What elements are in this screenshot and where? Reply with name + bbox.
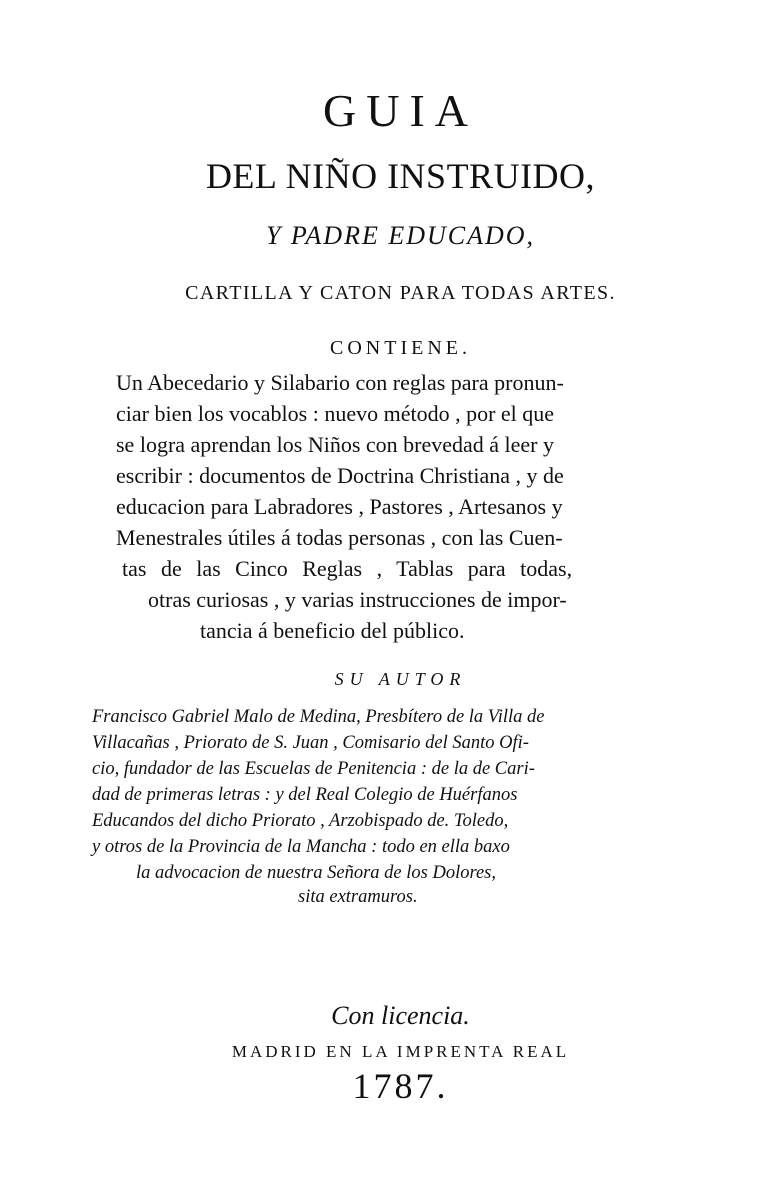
- author-line: cio, fundador de las Escuelas de Penitencia : de la de Cari-: [92, 759, 535, 779]
- contents-line: otras curiosas , y varias instrucciones de impor-: [148, 587, 567, 612]
- subtitle-line-2: Y PADRE EDUCADO,: [265, 221, 536, 250]
- printer-line: MADRID EN LA IMPRENTA REAL: [231, 1042, 570, 1061]
- contents-line: escribir : documentos de Doctrina Christiana , y de: [116, 463, 564, 488]
- contents-heading: CONTIENE.: [330, 337, 471, 359]
- contents-line: se logra aprendan los Niños con brevedad á leer y: [116, 432, 555, 457]
- author-line: dad de primeras letras : y del Real Colegio de Huérfanos: [92, 785, 518, 805]
- main-title: GUIA: [323, 85, 478, 136]
- contents-line: Un Abecedario y Silabario con reglas para pronun-: [116, 370, 564, 395]
- author-line: Educandos del dicho Priorato , Arzobispado de. Toledo,: [92, 811, 509, 831]
- contents-line: Menestrales útiles á todas personas , con las Cuen-: [116, 525, 563, 550]
- author-line: la advocacion de nuestra Señora de los Dolores,: [136, 863, 497, 883]
- author-line: Villacañas , Priorato de S. Juan , Comisario del Santo Ofi-: [92, 733, 529, 753]
- author-line: y otros de la Provincia de la Mancha : todo en ella baxo: [92, 837, 510, 857]
- subtitle-line-1: DEL NIÑO INSTRUIDO,: [205, 156, 596, 196]
- contents-line: ciar bien los vocablos : nuevo método , por el que: [116, 401, 555, 426]
- publication-year: 1787.: [352, 1066, 449, 1106]
- contents-line: educacion para Labradores , Pastores , Artesanos y: [116, 494, 563, 519]
- contents-line: tancia á beneficio del público.: [200, 618, 465, 643]
- licence-line: Con licencia.: [331, 1001, 470, 1030]
- author-line: sita extramuros.: [298, 887, 418, 907]
- author-line: Francisco Gabriel Malo de Medina, Presbítero de la Villa de: [92, 707, 545, 727]
- contents-line: tas de las Cinco Reglas , Tablas para todas,: [122, 556, 573, 581]
- author-heading: SU AUTOR: [334, 669, 467, 689]
- subtitle-line-3: CARTILLA Y CATON PARA TODAS ARTES.: [185, 282, 616, 304]
